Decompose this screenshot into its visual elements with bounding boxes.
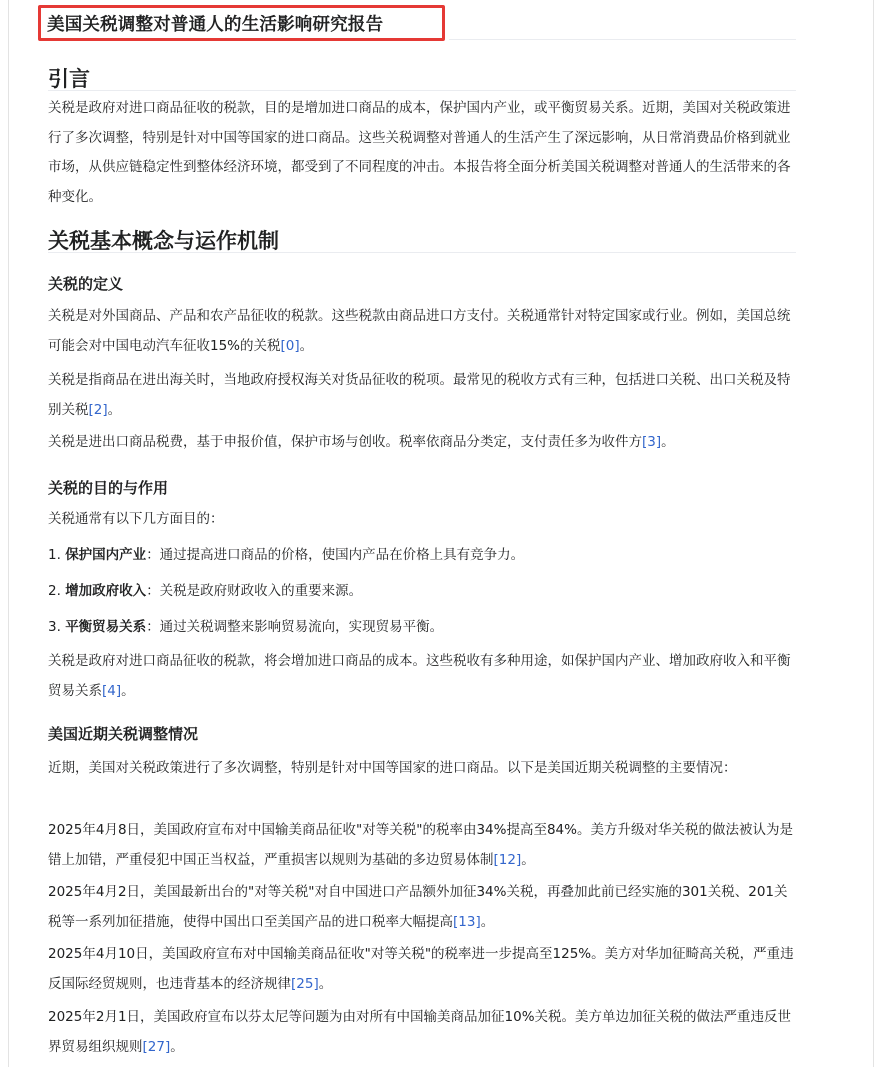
title-divider [449, 39, 796, 40]
citation-link-27[interactable]: [27] [142, 1038, 171, 1055]
recent-entry-2: 2025年4月2日，美国最新出台的"对等关税"对自中国进口产品额外加征34%关税，再叠加此前已经实施的301关税、201关税等一系列加征措施，使得中国出口至美国产品的进口税率大幅提高[13]。 [48, 884, 788, 930]
recent-lead: 近期，美国对关税政策进行了多次调整，特别是针对中国等国家的进口商品。以下是美国近期关税调整的主要情况： [48, 760, 737, 776]
citation-link-2[interactable]: [2] [88, 401, 108, 418]
citation-link-4[interactable]: [4] [102, 682, 122, 699]
purpose-item-3: 3. 平衡贸易关系：通过关税调整来影响贸易流向，实现贸易平衡。 [48, 619, 444, 635]
intro-heading-rule [48, 90, 796, 91]
recent-entry-3: 2025年4月10日，美国政府宣布对中国输美商品征收"对等关税"的税率进一步提高至125%。美方对华加征畸高关税，严重违反国际经贸规则，也违背基本的经济规律[25]。 [48, 946, 794, 992]
intro-heading: 引言 [48, 67, 90, 91]
citation-link-3[interactable]: [3] [642, 434, 662, 450]
title-area [38, 5, 796, 39]
purpose-heading: 关税的目的与作用 [48, 479, 169, 497]
citation-link-13[interactable]: [13] [453, 913, 481, 930]
section1-heading-rule [48, 252, 796, 253]
definition-paragraph-1: 关税是对外国商品、产品和农产品征收的税款。这些税款由商品进口方支付。关税通常针对特定国家或行业。例如，美国总统可能会对中国电动汽车征收15%的关税[0]。 [48, 308, 791, 354]
section1-heading: 关税基本概念与运作机制 [48, 229, 279, 253]
definition-heading: 关税的定义 [48, 275, 124, 293]
purpose-lead: 关税通常有以下几方面目的： [48, 511, 224, 527]
purpose-item-2: 2. 增加政府收入：关税是政府财政收入的重要来源。 [48, 583, 363, 599]
citation-link-12[interactable]: [12] [493, 851, 522, 868]
recent-entry-1: 2025年4月8日，美国政府宣布对中国输美商品征收"对等关税"的税率由34%提高至84%。美方升级对华关税的做法被认为是错上加错，严重侵犯中国正当权益，严重损害以规则为基础的多边贸易体制[12]。 [48, 822, 793, 868]
definition-paragraph-2: 关税是指商品在进出海关时，当地政府授权海关对货品征收的税项。最常见的税收方式有三种，包括进口关税、出口关税及特别关税[2]。 [48, 372, 791, 418]
intro-paragraph: 关税是政府对进口商品征收的税款，目的是增加进口商品的成本，保护国内产业，或平衡贸易关系。近期，美国对关税政策进行了多次调整，特别是针对中国等国家的进口商品。这些关税调整对普通人的生活产生了深远影响，从日常消费品价格到就业市场，从供应链稳定性到整体经济环境，都受到了不同程度的冲击。本报告将全面分析美国关税调整对普通人的生活带来的各种变化。 [48, 100, 791, 205]
citation-link-25[interactable]: [25] [291, 975, 319, 992]
citation-link-0[interactable]: [0] [280, 337, 300, 354]
page-title: 美国关税调整对普通人的生活影响研究报告 [47, 15, 384, 35]
purpose-closing: 关税是政府对进口商品征收的税款，将会增加进口商品的成本。这些税收有多种用途，如保护国内产业、增加政府收入和平衡贸易关系[4]。 [48, 653, 791, 699]
recent-heading: 美国近期关税调整情况 [48, 725, 199, 743]
recent-entry-4: 2025年2月1日，美国政府宣布以芬太尼等问题为由对所有中国输美商品加征10%关税。美方单边加征关税的做法严重违反世界贸易组织规则[27]。 [48, 1009, 792, 1055]
definition-paragraph-3: 关税是进出口商品税费，基于申报价值，保护市场与创收。税率依商品分类定，支付责任多为收件方[3]。 [48, 434, 675, 450]
purpose-item-1: 1. 保护国内产业：通过提高进口商品的价格，使国内产品在价格上具有竞争力。 [48, 547, 525, 563]
